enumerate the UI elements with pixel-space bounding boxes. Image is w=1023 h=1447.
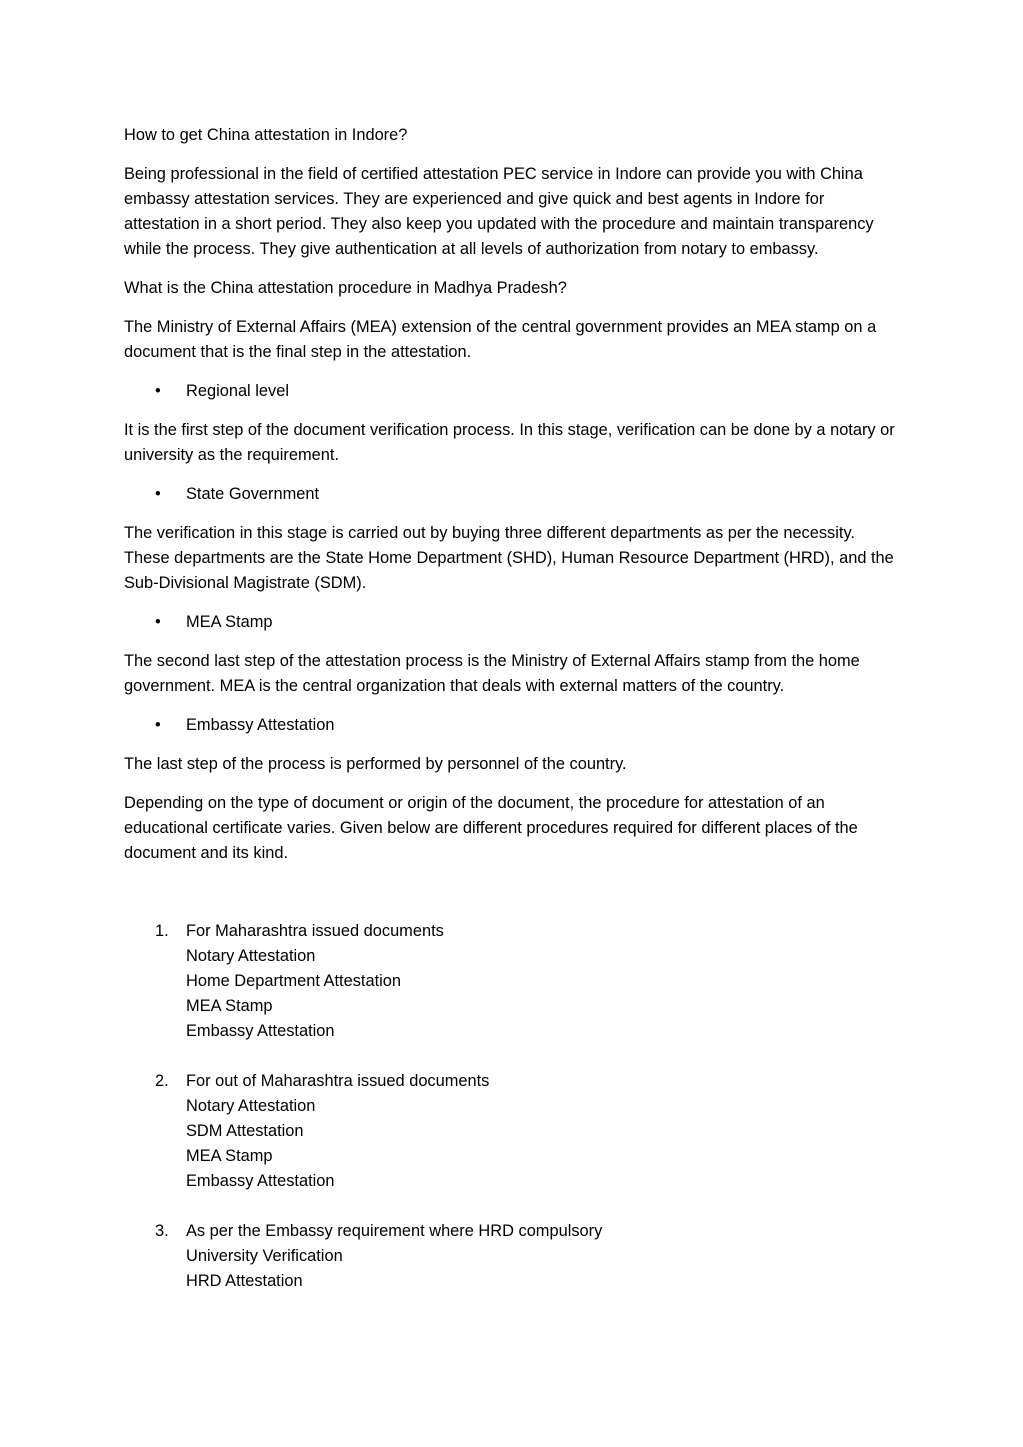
list-subitem: Notary Attestation — [186, 1097, 316, 1115]
bullet-icon: • — [155, 382, 161, 400]
mea-paragraph: The Ministry of External Affairs (MEA) extension of the central government provides an MEA stamp on a document that is the final step in the attestation. — [124, 318, 877, 361]
list-subitem: MEA Stamp — [186, 1147, 273, 1165]
list-subitem: Home Department Attestation — [186, 972, 402, 990]
bullet-item — [124, 379, 904, 404]
step-description: The second last step of the attestation process is the Ministry of External Affairs stamp from the home government. MEA is the central organization that deals with external matters of the country. — [124, 652, 860, 695]
list-subitem: Embassy Attestation — [186, 1172, 335, 1190]
list-subitem: HRD Attestation — [186, 1272, 303, 1290]
step-description: The last step of the process is performed by personnel of the country. — [124, 755, 627, 773]
list-number: 1. — [155, 922, 169, 940]
list-subitem: SDM Attestation — [186, 1122, 304, 1140]
bullet-icon: • — [155, 485, 161, 503]
bullet-label: Embassy Attestation — [186, 716, 335, 734]
numbered-list-item — [124, 919, 904, 1044]
list-item-title: As per the Embassy requirement where HRD compulsory — [186, 1222, 603, 1240]
list-subitem: MEA Stamp — [186, 997, 273, 1015]
numbered-list-item — [124, 1069, 904, 1194]
list-subitem: Notary Attestation — [186, 947, 316, 965]
numbered-list-item — [124, 1219, 904, 1294]
bullet-item — [124, 482, 904, 507]
list-item-title: For out of Maharashtra issued documents — [186, 1072, 490, 1090]
bullet-icon: • — [155, 716, 161, 734]
bullet-icon: • — [155, 613, 161, 631]
list-number: 3. — [155, 1222, 169, 1240]
heading-china-attestation-indore: How to get China attestation in Indore? — [124, 126, 408, 144]
bullet-label: MEA Stamp — [186, 613, 273, 631]
bullet-label: State Government — [186, 485, 320, 503]
heading-procedure-madhya-pradesh: What is the China attestation procedure in Madhya Pradesh? — [124, 279, 567, 297]
list-subitem: Embassy Attestation — [186, 1022, 335, 1040]
step-description: The verification in this stage is carried out by buying three different departments as per the necessity. These departments are the State Home Department (SHD), Human Resource Department (HRD), and the Sub-Divisional Magistrate (SDM). — [124, 524, 894, 592]
step-description: It is the first step of the document verification process. In this stage, verification can be done by a notary or university as the requirement. — [124, 421, 895, 464]
blank-line — [124, 880, 904, 919]
list-item-title: For Maharashtra issued documents — [186, 922, 444, 940]
bullet-item — [124, 713, 904, 738]
intro-paragraph: Being professional in the field of certified attestation PEC service in Indore can provide you with China embassy attestation services. They are experienced and give quick and best agents in Indore for attestation in a short period. They also keep you updated with the procedure and maintain transparency while the process. They give authentication at all levels of authorization from notary to embassy. — [124, 165, 874, 258]
list-subitem: University Verification — [186, 1247, 343, 1265]
bullet-item — [124, 610, 904, 635]
document-body — [124, 123, 904, 1319]
list-number: 2. — [155, 1072, 169, 1090]
bullet-label: Regional level — [186, 382, 289, 400]
procedures-intro-paragraph: Depending on the type of document or origin of the document, the procedure for attestation of an educational certificate varies. Given below are different procedures required for different places of the document and its kind. — [124, 794, 858, 862]
